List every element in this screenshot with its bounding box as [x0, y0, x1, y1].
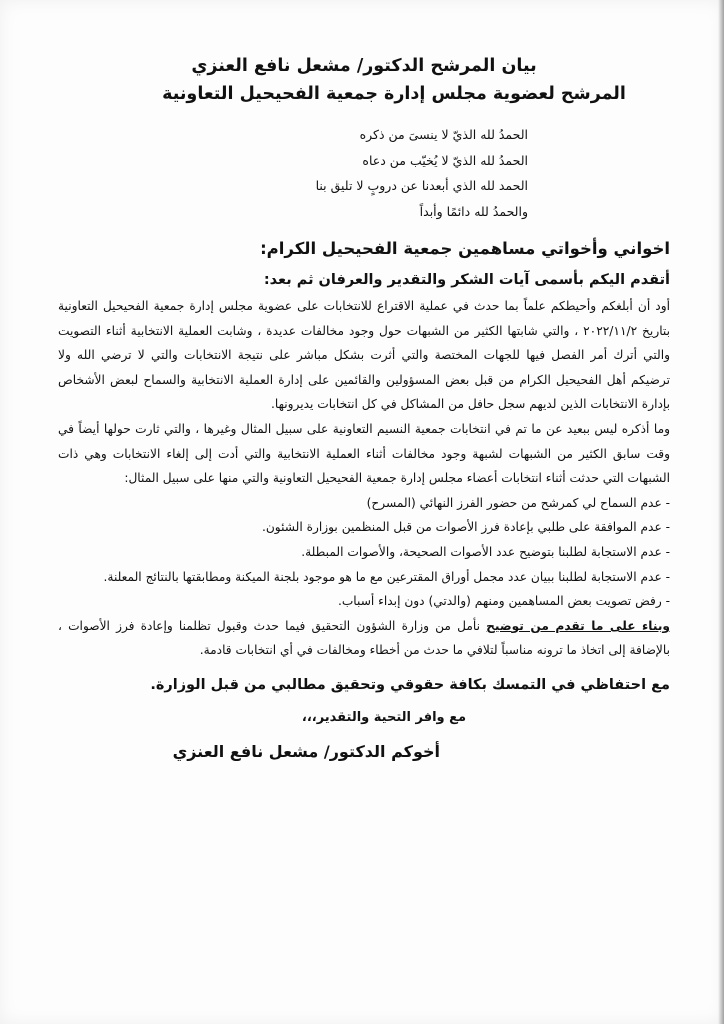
list-item: - عدم الاستجابة لطلبنا بتوضيح عدد الأصوات الصحيحة، والأصوات المبطلة. [301, 544, 670, 559]
list-item: - عدم الموافقة على طلبي بإعادة فرز الأصوات من قبل المنظمين بوزارة الشئون. [261, 520, 670, 535]
greeting-heading: اخواني وأخواتي مساهمين جمعية الفحيحيل الكرام: [260, 239, 670, 258]
violations-list [58, 491, 670, 614]
praise-block [58, 122, 528, 224]
final-emphasis: وبناء على ما تقدم من توضيح [486, 618, 670, 633]
praise-line: الحمد لله الذي أبعدنا عن دروبٍ لا تليق بنا [315, 178, 528, 193]
document-title-line1: بيان المرشح الدكتور/ مشعل نافع العنزي [191, 56, 537, 76]
list-item: - عدم السماح لي كمرشح من حضور الفرز النهائي (المسرح) [366, 495, 670, 510]
praise-line: الحمدُ لله الذيّ لا يُخيّب من دعاه [362, 152, 528, 168]
paragraph-naseem-example: وما أذكره ليس ببعيد عن ما تم في انتخابات جمعية النسيم التعاونية على سبيل المثال وغيرها ، والتي ثارت حولها أيضاً في وقت سابق الكثير من الشبهات لشبهة وجود مخالفات أثناء العملية الانتخابية والتي أدت إلى إلغاء الانتخابات وهي ذات الشبهات التي حدثت أثناء انتخابات أعضاء مجلس إدارة جمعية الفحيحيل التعاونية والتي منها على سبيل المثال: [58, 421, 670, 486]
regards-line: مع وافر التحية والتقدير،،، [301, 709, 467, 725]
document-title-line2: المرشح لعضوية مجلس إدارة جمعية الفحيحيل التعاونية [162, 84, 626, 104]
intro-heading: أتقدم اليكم بأسمى آيات الشكر والتقدير والعرفان ثم بعد: [263, 272, 670, 288]
closing-statement: مع احتفاظي في التمسك بكافة حقوقي وتحقيق مطالبي من قبل الوزارة. [150, 676, 670, 693]
statement-document [58, 52, 670, 765]
paragraph-election-issues: أود أن أبلغكم وأحيطكم علماً بما حدث في عملية الاقتراع للانتخابات على عضوية مجلس إدارة جمعية الفحيحيل التعاونية بتاريخ ٢٠٢٢/١١/٢ ، والتي شابتها الكثير من الشبهات حول وجود مخالفات عديدة ، وشابت العملية الانتخابية أثناء التصويت والتي أترك أمر الفصل فيها للجهات المختصة والتي أثرت بشكل مباشر على نتيجة الانتخابات والتي لا ترضي الله ولا ترضيكم أهل الفحيحيل الكرام من قبل بعض المسؤولين والقائمين على إدارة العملية الانتخابية والسماح لبعض الأشخاص بإدارة الانتخابات الذين لديهم سجل حافل من المشاكل في كل انتخابات يديرونها. [58, 299, 670, 412]
signature: أخوكم الدكتور/ مشعل نافع العنزي [172, 741, 440, 761]
praise-line: الحمدُ لله الذيّ لا ينسىَ من ذكره [359, 127, 528, 142]
final-request-text: نأمل من وزارة الشؤون التحقيق فيما حدث وقبول تظلمنا وإعادة فرز الأصوات ، بالإضافة إلى اتخاذ ما ترونه مناسباً لتلافي ما حدث من أخطاء ومخالفات في أي انتخابات قادمة. [58, 618, 670, 658]
final-request-paragraph [58, 614, 670, 663]
page-edge-shadow [718, 0, 724, 1024]
praise-line: والحمدُ لله دائمًا وأبداً [419, 203, 528, 219]
list-item: - عدم الاستجابة لطلبنا ببيان عدد مجمل أوراق المقترعين مع ما هو موجود بلجنة الميكنة ومطابقتها بالنتائج المعلنة. [103, 569, 670, 584]
list-item: - رفض تصويت بعض المساهمين ومنهم (والدتي) دون إبداء أسباب. [337, 594, 670, 609]
body-text [58, 294, 670, 491]
